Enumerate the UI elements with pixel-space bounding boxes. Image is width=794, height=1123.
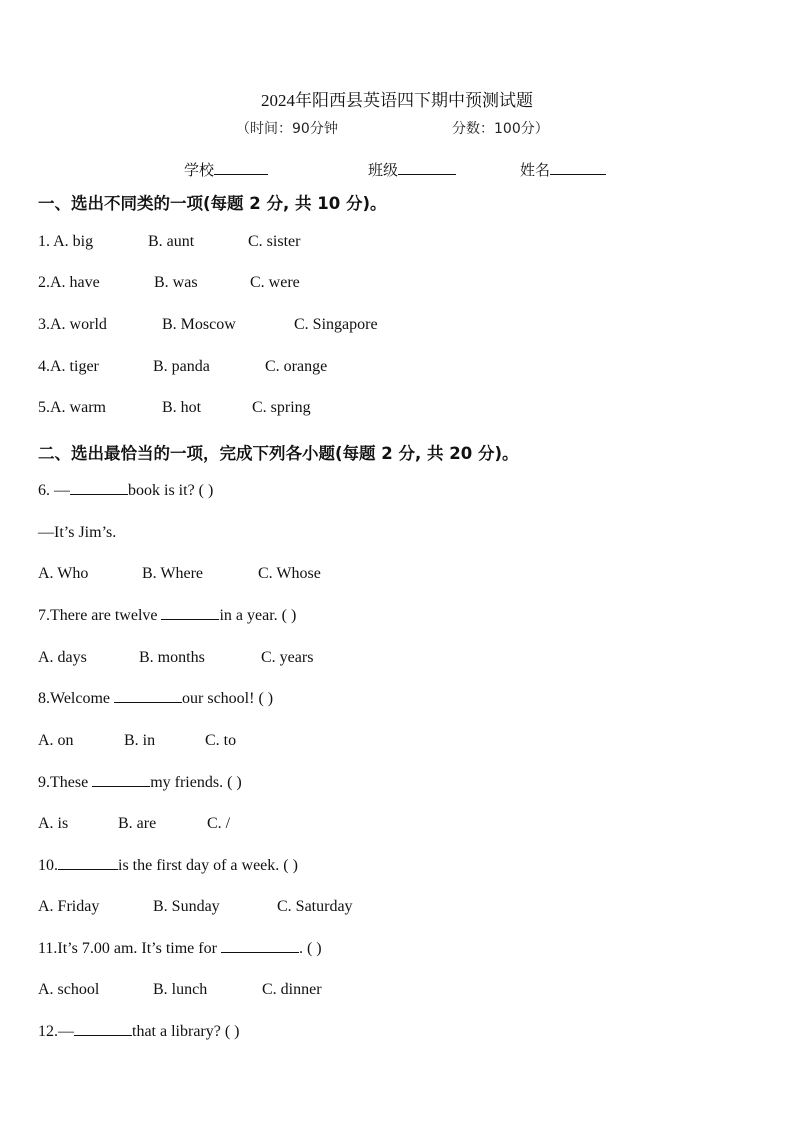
question-10-options	[38, 898, 758, 918]
question-4	[38, 358, 758, 378]
school-blank[interactable]	[214, 162, 268, 175]
question-8-stem: 8.Welcome our school! ( )	[38, 690, 274, 707]
question-2	[38, 274, 758, 294]
class-blank[interactable]	[398, 162, 456, 175]
exam-time: （时间：90分钟	[236, 121, 338, 137]
question-11-stem: 11.It’s 7.00 am. It’s time for . ( )	[38, 940, 322, 957]
q6-option-c: C. Whose	[258, 565, 321, 582]
q7-blank[interactable]	[161, 607, 219, 620]
name-label: 姓名	[520, 163, 551, 179]
q3-option-c: C. Singapore	[294, 316, 378, 333]
q4-option-b: B. panda	[153, 358, 210, 375]
section1-heading: 一、选出不同类的一项(每题 2 分, 共 10 分)。	[38, 194, 387, 213]
name-blank[interactable]	[550, 162, 606, 175]
section2-heading: 二、选出最恰当的一项，完成下列各小题(每题 2 分, 共 20 分)。	[38, 444, 519, 463]
q9-option-c: C. /	[207, 815, 231, 832]
question-6-stem: 6. — book is it? ( )	[38, 482, 214, 499]
question-6-reply: —It’s Jim’s.	[38, 524, 117, 541]
question-10-stem: 10. is the first day of a week. ( )	[38, 857, 298, 874]
q7-option-c: C. years	[261, 649, 314, 666]
q5-option-c: C. spring	[252, 399, 311, 416]
q10-option-c: C. Saturday	[277, 898, 353, 915]
q1-option-b: B. aunt	[148, 233, 195, 250]
question-6-options	[38, 565, 758, 585]
q1-option-c: C. sister	[248, 233, 301, 250]
class-label: 班级	[368, 163, 399, 179]
q4-option-c: C. orange	[265, 358, 328, 375]
q10-option-b: B. Sunday	[153, 898, 220, 915]
q9-option-a: A. is	[38, 815, 69, 832]
q11-option-c: C. dinner	[262, 981, 322, 998]
question-5	[38, 399, 758, 419]
question-7-options	[38, 649, 758, 669]
question-1	[38, 233, 758, 253]
q3-option-a: 3.A. world	[38, 316, 107, 333]
q11-blank[interactable]	[221, 940, 299, 953]
q8-blank[interactable]	[114, 690, 182, 703]
q8-option-a: A. on	[38, 732, 74, 749]
q7-option-b: B. months	[139, 649, 205, 666]
q2-option-c: C. were	[250, 274, 300, 291]
q12-blank[interactable]	[74, 1023, 132, 1036]
q2-option-b: B. was	[154, 274, 198, 291]
q9-option-b: B. are	[118, 815, 157, 832]
school-field	[184, 159, 268, 180]
class-field	[368, 159, 456, 180]
question-11-options	[38, 981, 758, 1001]
q6-blank[interactable]	[70, 482, 128, 495]
q11-option-b: B. lunch	[153, 981, 208, 998]
question-8-options	[38, 732, 758, 752]
q5-option-a: 5.A. warm	[38, 399, 106, 416]
q9-blank[interactable]	[92, 774, 150, 787]
q6-option-a: A. Who	[38, 565, 89, 582]
q3-option-b: B. Moscow	[162, 316, 236, 333]
school-label: 学校	[184, 163, 215, 179]
q8-option-b: B. in	[124, 732, 156, 749]
question-9-stem: 9.These my friends. ( )	[38, 774, 242, 791]
question-9-options	[38, 815, 758, 835]
q5-option-b: B. hot	[162, 399, 202, 416]
q11-option-a: A. school	[38, 981, 100, 998]
q1-option-a: 1. A. big	[38, 233, 94, 250]
q10-blank[interactable]	[58, 857, 118, 870]
question-7-stem: 7.There are twelve in a year. ( )	[38, 607, 297, 624]
exam-score: 分数：100分）	[452, 121, 549, 137]
q2-option-a: 2.A. have	[38, 274, 100, 291]
q7-option-a: A. days	[38, 649, 87, 666]
name-field	[520, 159, 606, 180]
q4-option-a: 4.A. tiger	[38, 358, 99, 375]
q8-option-c: C. to	[205, 732, 237, 749]
question-3	[38, 316, 758, 336]
q10-option-a: A. Friday	[38, 898, 100, 915]
q6-option-b: B. Where	[142, 565, 204, 582]
page-title: 2024年阳西县英语四下期中预测试题	[261, 91, 533, 110]
question-12-stem: 12.— that a library? ( )	[38, 1023, 240, 1040]
